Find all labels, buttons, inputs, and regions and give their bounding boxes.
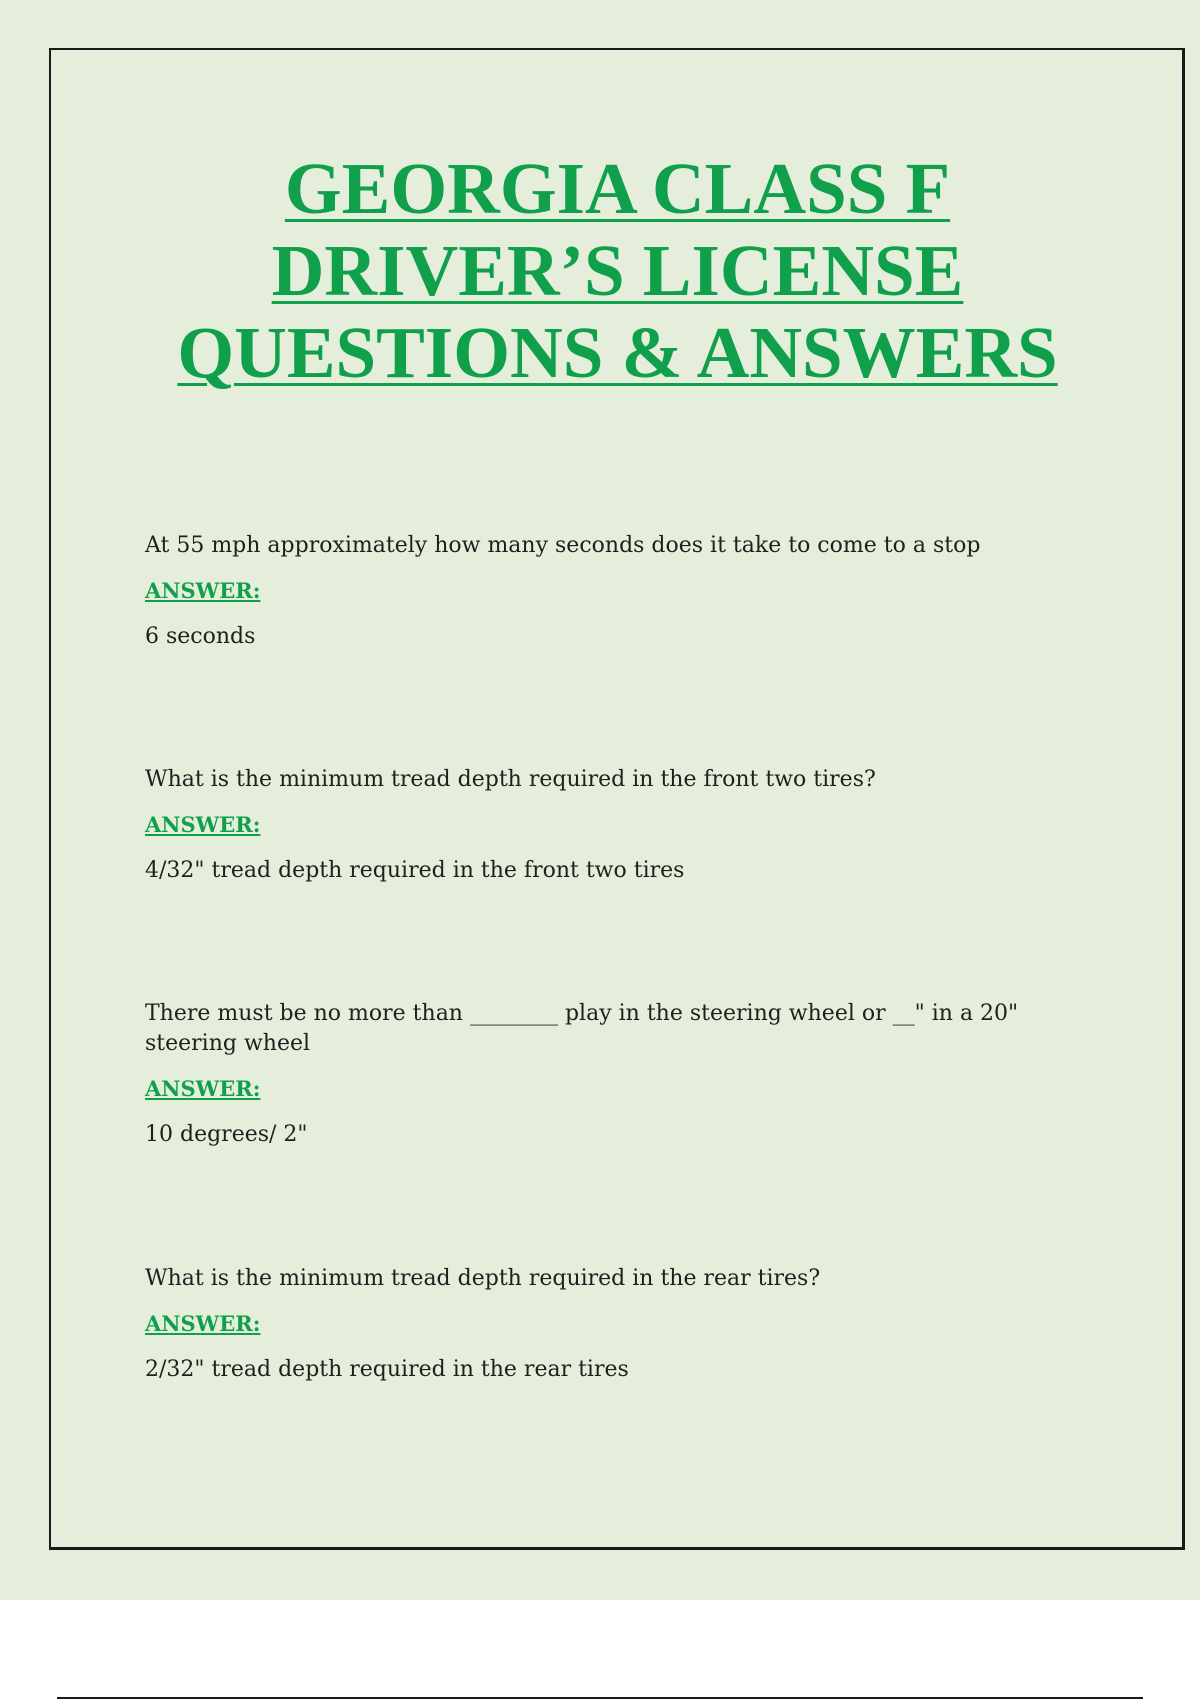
- answer-label: ANSWER:: [145, 1311, 261, 1336]
- question-text: What is the minimum tread depth required in the front two tires?: [145, 767, 876, 792]
- answer-label: ANSWER:: [145, 578, 261, 603]
- question-text: What is the minimum tread depth required in the rear tires?: [145, 1266, 821, 1291]
- question-text: At 55 mph approximately how many seconds does it take to come to a stop: [145, 533, 981, 558]
- qa-item: [145, 531, 1085, 652]
- answer-label: ANSWER:: [145, 1076, 261, 1101]
- answer-text: 4/32" tread depth required in the front two tires: [145, 858, 685, 883]
- qa-item: [145, 765, 1085, 886]
- answer-text: 10 degrees/ 2": [145, 1122, 308, 1147]
- qa-item: [145, 1264, 1085, 1385]
- answer-text: 6 seconds: [145, 624, 256, 649]
- answer-text: 2/32" tread depth required in the rear tires: [145, 1357, 629, 1382]
- footer-divider: [57, 1697, 1143, 1699]
- qa-item: [145, 999, 1085, 1150]
- document-title: GEORGIA CLASS F DRIVER’S LICENSE QUESTIONS & ANSWERS: [177, 148, 1058, 393]
- answer-label: ANSWER:: [145, 812, 261, 837]
- question-text: There must be no more than ________ play in the steering wheel or __" in a 20" steering wheel: [145, 1001, 1019, 1056]
